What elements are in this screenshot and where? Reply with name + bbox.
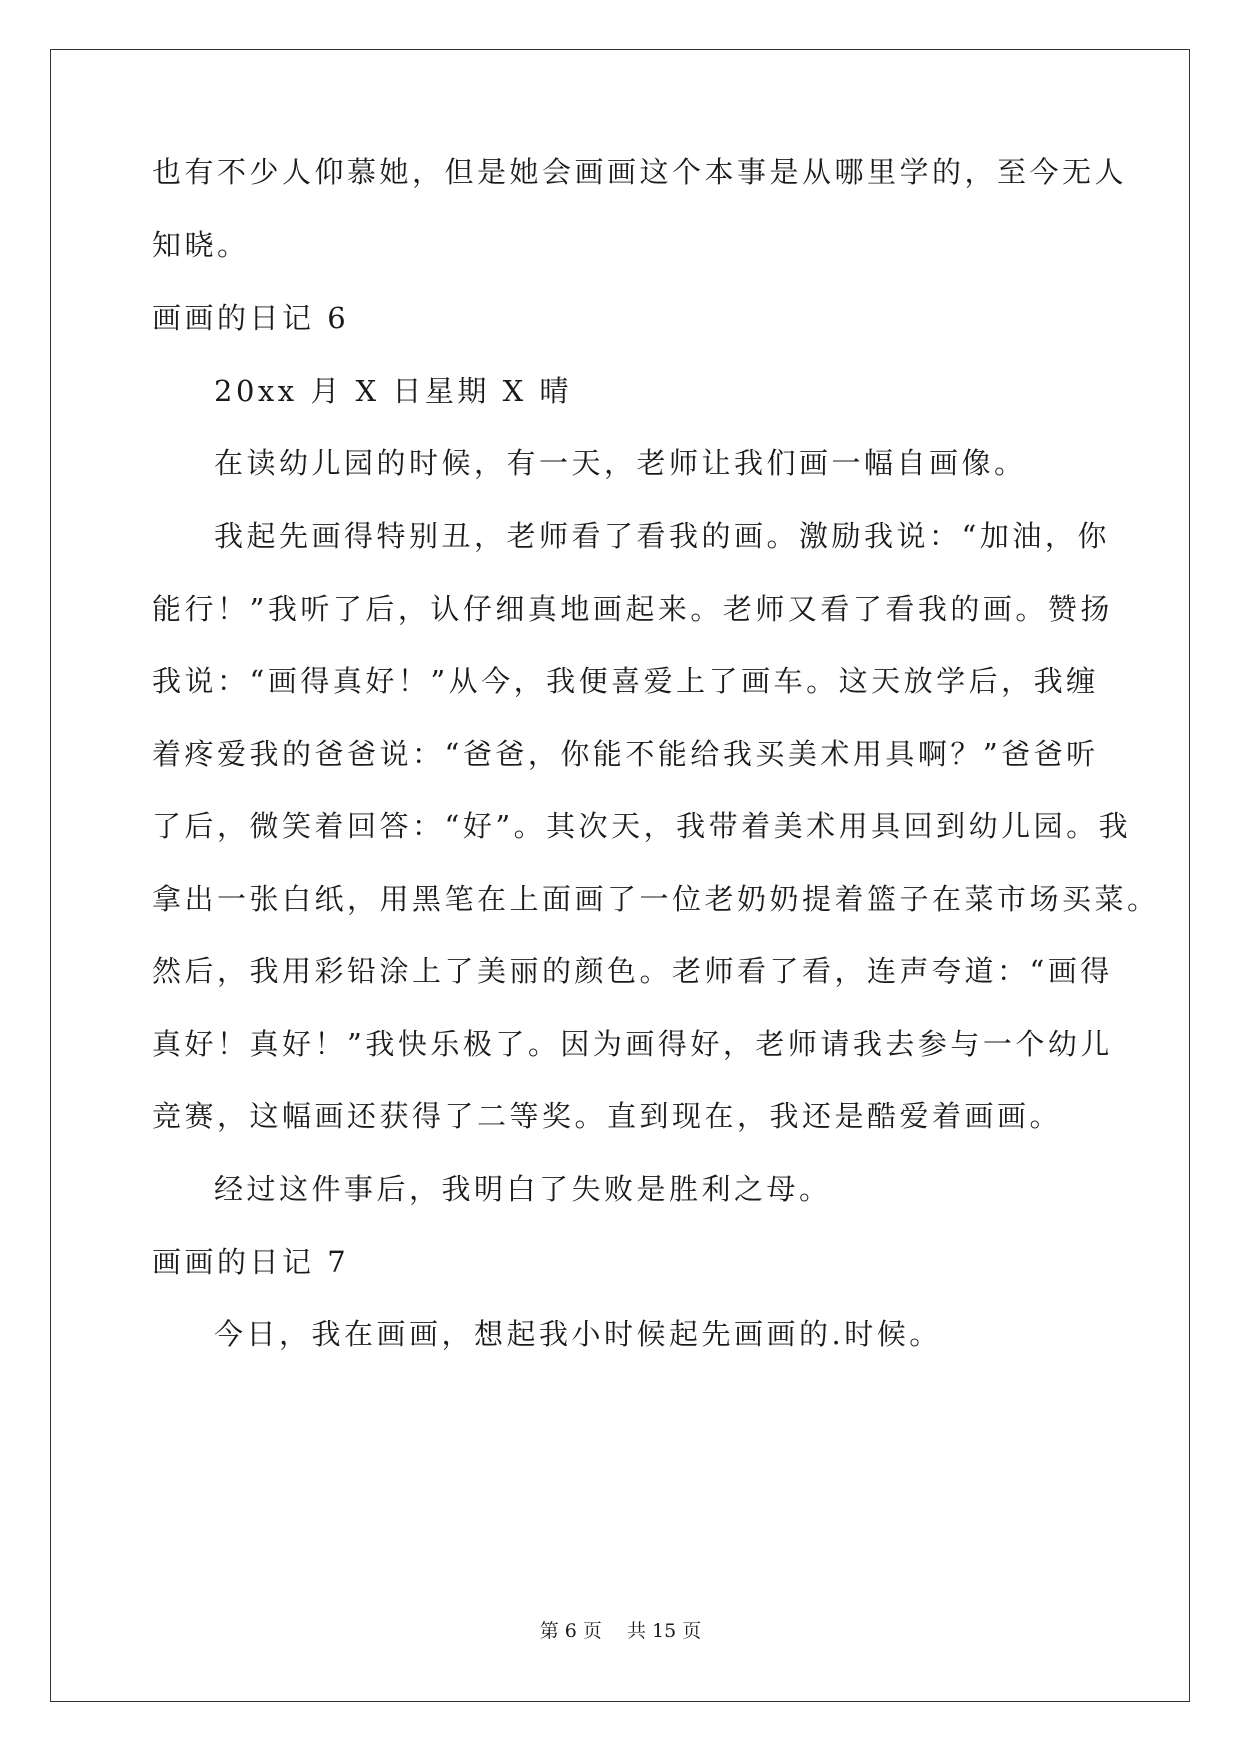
paragraph-line: 了后，微笑着回答：“好”。其次天，我带着美术用具回到幼儿园。我 <box>152 809 1132 843</box>
section-heading-7: 画画的日记 7 <box>152 1245 350 1279</box>
paragraph-line: 我说：“画得真好！”从今，我便喜爱上了画车。这天放学后，我缠 <box>152 664 1099 698</box>
paragraph-line: 我起先画得特别丑，老师看了看我的画。激励我说：“加油，你 <box>214 519 1110 553</box>
diary-date-line: 20xx 月 X 日星期 X 晴 <box>214 374 572 408</box>
paragraph-line: 今日，我在画画，想起我小时候起先画画的.时候。 <box>214 1317 942 1351</box>
page-number-footer: 第 6 页 共 15 页 <box>539 1620 702 1642</box>
paragraph-line: 在读幼儿园的时候，有一天，老师让我们画一幅自画像。 <box>214 446 1027 480</box>
paragraph-line: 竞赛，这幅画还获得了二等奖。直到现在，我还是酷爱着画画。 <box>152 1099 1063 1133</box>
page-border <box>50 49 1190 1702</box>
paragraph-line: 然后，我用彩铅涂上了美丽的颜色。老师看了看，连声夸道：“画得 <box>152 954 1113 988</box>
text-line: 知晓。 <box>152 228 250 262</box>
paragraph-line: 真好！真好！”我快乐极了。因为画得好，老师请我去参与一个幼儿 <box>152 1027 1113 1061</box>
section-heading-6: 画画的日记 6 <box>152 301 350 335</box>
paragraph-line: 能行！”我听了后，认仔细真地画起来。老师又看了看我的画。赞扬 <box>152 592 1113 626</box>
paragraph-line: 经过这件事后，我明白了失败是胜利之母。 <box>214 1172 832 1206</box>
paragraph-line: 拿出一张白纸，用黑笔在上面画了一位老奶奶提着篮子在菜市场买菜。 <box>152 882 1160 916</box>
text-line: 也有不少人仰慕她，但是她会画画这个本事是从哪里学的，至今无人 <box>152 155 1128 189</box>
paragraph-line: 着疼爱我的爸爸说：“爸爸，你能不能给我买美术用具啊？”爸爸听 <box>152 737 1099 771</box>
